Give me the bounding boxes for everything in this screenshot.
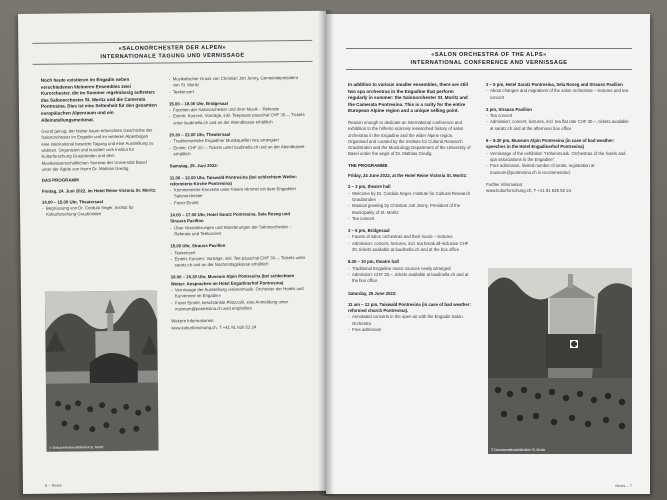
list-item: - Vernissage of the exhibition “Höhenmusik. Orchestras of the hotels and spa associations in the Engadine”. <box>486 151 632 164</box>
title-rule-bottom <box>346 69 632 70</box>
spine-gutter <box>318 10 334 496</box>
program-heading: THE PROGRAMME <box>348 162 388 168</box>
session-list <box>348 314 474 333</box>
list-item: - Welcome by Dr. Cordula Seger, Institute for Cultural Research Graubünden <box>348 191 474 204</box>
left-page <box>18 11 331 494</box>
left-title-line2: INTERNATIONALE TAGUNG UND VERNISSAGE <box>100 52 245 61</box>
page-folio: 6 – News <box>44 482 62 488</box>
session-list <box>348 234 474 253</box>
more-info-value: www.kulturforschung.ch, T +41 81 826 52 24 <box>486 188 571 194</box>
list-item: - Begrüssung von Dr. Cordula Seger, Institut für Kulturforschung Graubünden <box>42 205 158 219</box>
session-time: 18.00 – 20.30 Uhr, Museum Alpin Pontresina (bei schlechtem Wetter: Ansprachen im Hotel Engadinerhof Pontresina) <box>170 273 295 287</box>
more-info-label: Weitere Informationen: <box>171 318 215 324</box>
list-item: - Freier Eintritt <box>170 199 306 207</box>
list-item: - Freier Eintritt, beschränkte Platzzahl, eine Anmeldung unter museum@pontresina.ch wird empfohlen <box>171 299 307 313</box>
session-list <box>169 75 305 95</box>
left-column-1 <box>41 77 159 225</box>
list-item: - Tea concert <box>486 113 632 119</box>
session-list <box>170 249 306 269</box>
list-item: - Vernissage der Ausstellung «Hörenmusik. Orchester der Hotels und Kurvereine im Engadin» <box>171 286 307 300</box>
program-heading: DAS PROGRAMM <box>41 177 79 183</box>
photo-illustration <box>45 291 159 452</box>
left-title-line1: «SALONORCHESTER DER ALPEN» <box>118 44 227 52</box>
list-item: - Über Veränderungen und Wanderungen der Salonorchester – Referate und Teekonzert <box>170 224 306 238</box>
list-item: - Kommentierte Konzerte unter freiem Himmel mit dem Engadiner Salonorchester <box>170 186 306 200</box>
list-item: - Admission: concert, lectures, incl. tea break all-inclusive CHF 30, tickets available at laudinella.ch and at the box office <box>348 241 474 254</box>
list-item: - About changes and migrations of the salon orchestras – lectures and tea concert <box>486 88 632 101</box>
list-item: - Admission: CHF 20.–, tickets available at laudinella.ch and at the box office <box>348 272 474 285</box>
session-time: 11.00 – 12.00 Uhr, Taiswald Pontresina (bei schlechtem Wetter: reformierte Kirche Pontresina) <box>169 173 298 187</box>
intro-paragraph: In addition to various smaller ensembles, there are still two spa orchestras in the Engadine that perform regularly in summer: the Salonorchester St. Moritz and the Camerata Pontresina. This is a rarity for the entire European Alpine region and a unique selling point. <box>348 82 468 114</box>
session-list <box>169 137 305 157</box>
list-item: - Teekonzert <box>169 88 305 96</box>
right-column-1 <box>348 82 474 339</box>
session-time: 20.30 – 22.00 Uhr, Theatersaal <box>169 131 231 138</box>
historic-orchestra-photo <box>45 291 159 452</box>
body-paragraph: Reason enough to dedicate an international conference and exhibition to the hitherto scarcely researched history of salon orchestras in the Engadine and the wider Alpine region. Organised and curated by the Institute for Cultural Research Graubünden and the Musicology Department of the University of Basel under the aegis of Dr. Mathias Gredig. <box>348 119 471 157</box>
saturday-heading: Saturday, 25 June 2022: <box>348 290 397 296</box>
photo-caption: © Dokumentationsbibliothek St. Moritz <box>491 448 546 452</box>
session-list <box>170 224 306 238</box>
list-item: - Admission: concert, lectures, incl. tea flat rate CHF 30.–, tickets available at saratz.ch and at the afternoon box office <box>486 119 632 132</box>
more-info-label: Further information: <box>486 181 524 187</box>
session-time: 3 – 6 pm, Bridgesaal <box>348 228 390 234</box>
body-paragraph: Grund genug, der bisher kaum erforschten Geschichte der Salonorchester im Engadin und im weiteren Alpenbogen eine international besetzte Tagung und eine Ausstellung zu widmen. Organisiert und kuratiert vom Institut für Kulturforschung Graubünden und dem Musikwissenschaftlichen Seminar der Universität Basel unter der Ägide von Herrn Dr. Mathias Gredig. <box>41 127 154 172</box>
list-item: - Facetten der Salonorchester und ihrer Musik – Referate <box>169 106 305 114</box>
photo-caption: © Dokumentationsbibliothek St. Moritz <box>49 445 104 450</box>
right-title-line2: INTERNATIONAL CONFERENCE AND VERNISSAGE <box>410 60 568 66</box>
list-item: - Eintritt: Konzert, Vorträge, inkl. Tee pauschal CHF 30.–, Tickets unter saratz.ch und an der Nachmittagskasse erhältlich <box>171 255 307 269</box>
left-column-2 <box>169 75 308 336</box>
list-item: - Traditionsreiche Engadiner Musikquellen neu arrangiert <box>169 137 305 145</box>
photo-illustration <box>488 268 632 454</box>
session-time: 2 – 3 pm, theatre hall <box>348 184 391 190</box>
list-item: - Musikalischer Gruss von Christian Jott Jenny, Gemeindepräsident von St. Moritz <box>169 75 305 89</box>
session-list <box>486 113 632 132</box>
outdoor-concert-photo <box>488 268 632 454</box>
list-item: - Eintritt: CHF 20.–, Tickets unter laudinella.ch und an der Abendkasse erhältlich <box>169 144 305 158</box>
more-info-value: www.kulturforschung.ch, T +41 81 826 52 24 <box>171 324 257 330</box>
list-item: - Free admission, limited number of seats, registration at museum@pontresina.ch is recommended. <box>486 163 632 176</box>
intro-paragraph: Noch heute existieren im Engadin neben verschiedenen kleineren Ensembles zwei Kurorchester, die im Sommer regelmässig auftreten: das Salonorchester St. Moritz und die Camerata Pontresina. Dies ist eine Seltenheit für den gesamten europäischen Alpenraum und ein Alleinstellungsmerkmal. <box>40 76 157 123</box>
title-rule-top <box>346 48 632 49</box>
session-time: 15.00 Uhr, Strauss Pavillon <box>170 243 226 249</box>
friday-heading: Friday, 24 June 2022, at the Hotel Reine Victoria St. Moritz: <box>348 173 468 179</box>
list-item: - Free admission <box>348 327 474 333</box>
list-item: - Traditional Engadine music sources newly arranged <box>348 266 474 272</box>
session-time: 14.00 – 15.00 Uhr, Theatersaal <box>41 198 103 205</box>
session-time: 11 am – 12 pm, Taiswald Pontresina (in case of bad weather: reformed church Pontresina). <box>348 301 471 314</box>
right-title-line1: «SALON ORCHESTRA OF THE ALPS» <box>431 52 547 58</box>
session-list <box>486 151 632 176</box>
session-time: 2 – 5 pm, Hotel Saratz Pontresina, Sela Roseg and Strauss Pavilion <box>486 82 623 87</box>
session-list <box>171 286 307 313</box>
session-time: 8.30 – 10 pm, theatre hall <box>348 259 399 265</box>
session-list <box>42 205 158 219</box>
friday-heading: Freitag, 24. Juni 2022, im Hotel Reine Victoria St. Moritz: <box>41 187 157 194</box>
saturday-heading: Samstag, 25. Juni 2022: <box>169 163 219 169</box>
right-title <box>346 51 632 67</box>
left-title <box>32 43 312 62</box>
session-list <box>486 88 632 101</box>
page-folio: News – 7 <box>615 483 632 488</box>
session-list <box>348 266 474 285</box>
list-item: - Musical greeting by Christian Jott Jenny, President of the Municipality of St. Moritz <box>348 203 474 216</box>
session-time: 6 – 8.30 pm, Museum Alpin Pontresina (in case of bad weather: speeches in the Hotel Engadinerhof Pontresina) <box>486 138 615 150</box>
list-item: - Facets of salon orchestras and their music – lectures <box>348 234 474 240</box>
session-list <box>170 186 306 206</box>
list-item: - Annotated concerts in the open air with the Engadin Salon Orchestra <box>348 314 474 327</box>
session-list <box>348 191 474 222</box>
title-rule-bottom <box>33 61 313 65</box>
right-column-2 <box>486 82 632 199</box>
list-item: - Teekonzert <box>170 249 306 257</box>
session-time: 3 pm, Strauss Pavilion <box>486 106 532 112</box>
right-page <box>326 14 650 494</box>
session-list <box>169 106 305 126</box>
list-item: - Eintritt: Konzert, Vorträge, inkl. Teepause pauschal CHF 30.–, Tickets unter laudinella.ch und an der Abendkasse erhältlich <box>169 112 305 126</box>
session-time: 15.00 – 18.00 Uhr, Bridgesaal <box>168 100 228 107</box>
list-item: - Tea concert <box>348 216 474 222</box>
session-time: 14.00 – 17.00 Uhr, Hotel Saratz Pontresina, Sela Roseg und Strauss Pavillon <box>170 211 291 224</box>
